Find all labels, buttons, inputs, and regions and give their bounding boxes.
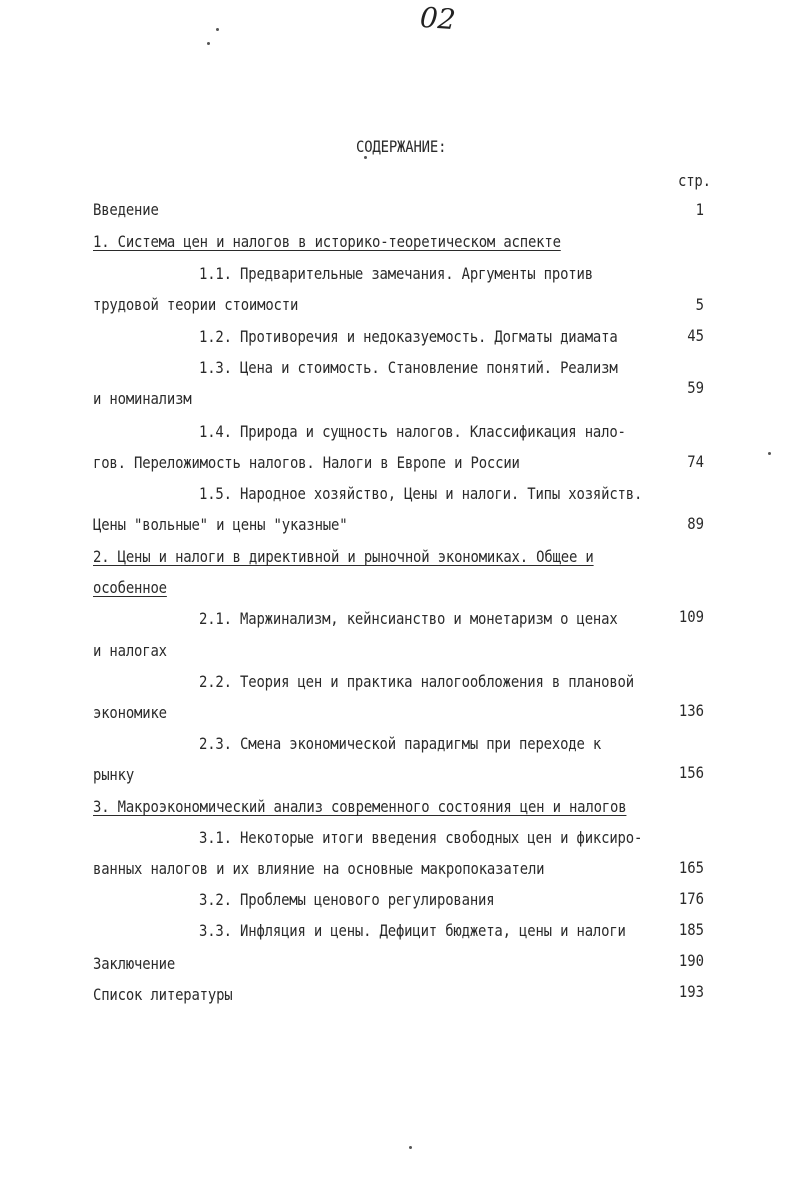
toc-entry-3-3: 3.3. Инфляция и цены. Дефицит бюджета, цены и налоги: [199, 921, 626, 940]
toc-entry-bibliography: Список литературы: [93, 985, 233, 1004]
toc-entry-1-3-line1: 1.3. Цена и стоимость. Становление понятий. Реализм: [199, 358, 618, 377]
toc-page-3-3: 185: [678, 920, 704, 939]
toc-chapter-2-line2: особенное: [93, 578, 167, 597]
toc-entry-1-2: 1.2. Противоречия и недоказуемость. Догматы диамата: [199, 327, 618, 346]
toc-entry-1-4-line1: 1.4. Природа и сущность налогов. Классификация нало-: [199, 422, 626, 441]
toc-entry-2-3-line1: 2.3. Смена экономической парадигмы при переходе к: [199, 734, 602, 753]
toc-heading: СОДЕРЖАНИЕ:: [356, 137, 447, 156]
toc-page-1-3: 59: [687, 378, 704, 397]
toc-entry-3-2: 3.2. Проблемы ценового регулирования: [199, 890, 495, 909]
toc-page-2-3: 156: [678, 763, 704, 782]
toc-chapter-1: 1. Система цен и налогов в историко-теоретическом аспекте: [93, 232, 561, 251]
toc-chapter-3: 3. Макроэкономический анализ современного состояния цен и налогов: [93, 797, 627, 816]
toc-page-3-1: 165: [678, 858, 704, 877]
toc-page-1-2: 45: [687, 326, 704, 345]
toc-entry-conclusion: Заключение: [93, 954, 176, 973]
handwritten-page-number: 02: [418, 0, 457, 37]
toc-entry-1-5-line1: 1.5. Народное хозяйство, Цены и налоги. Типы хозяйств.: [199, 484, 643, 503]
scan-speck: [207, 42, 210, 45]
toc-entry-3-1-line2: ванных налогов и их влияние на основные макропоказатели: [93, 859, 545, 878]
toc-page-1-4: 74: [687, 452, 704, 471]
toc-entry-1-4-line2: гов. Переложимость налогов. Налоги в Европе и России: [93, 453, 520, 472]
toc-entry-2-1-line1: 2.1. Маржинализм, кейнсианство и монетаризм о ценах: [199, 609, 618, 628]
toc-entry-intro: Введение: [93, 200, 159, 219]
toc-entry-1-1-line2: трудовой теории стоимости: [93, 295, 299, 314]
toc-page-bibliography: 193: [678, 982, 704, 1001]
toc-entry-2-2-line2: экономике: [93, 703, 167, 722]
toc-page-intro: 1: [695, 200, 704, 219]
scan-speck: [364, 156, 367, 159]
toc-entry-3-1-line1: 3.1. Некоторые итоги введения свободных цен и фиксиро-: [199, 828, 643, 847]
toc-page-1-5: 89: [687, 514, 704, 533]
toc-entry-2-3-line2: рынку: [93, 765, 135, 784]
toc-page-2-2: 136: [678, 701, 704, 720]
toc-page-1-1: 5: [695, 295, 704, 314]
page-column-label: стр.: [678, 171, 711, 190]
toc-entry-1-5-line2: Цены "вольные" и цены "указные": [93, 515, 348, 534]
toc-page-2-1: 109: [678, 607, 704, 626]
toc-page-conclusion: 190: [678, 951, 704, 970]
toc-chapter-2-line1: 2. Цены и налоги в директивной и рыночной экономиках. Общее и: [93, 547, 594, 566]
toc-entry-1-1-line1: 1.1. Предварительные замечания. Аргументы против: [199, 264, 593, 283]
toc-page-3-2: 176: [678, 889, 704, 908]
toc-entry-1-3-line2: и номинализм: [93, 389, 192, 408]
scan-speck: [216, 28, 219, 31]
toc-entry-2-2-line1: 2.2. Теория цен и практика налогообложения в плановой: [199, 672, 634, 691]
toc-entry-2-1-line2: и налогах: [93, 641, 167, 660]
scan-speck: [768, 452, 771, 455]
scan-speck: [409, 1146, 412, 1149]
